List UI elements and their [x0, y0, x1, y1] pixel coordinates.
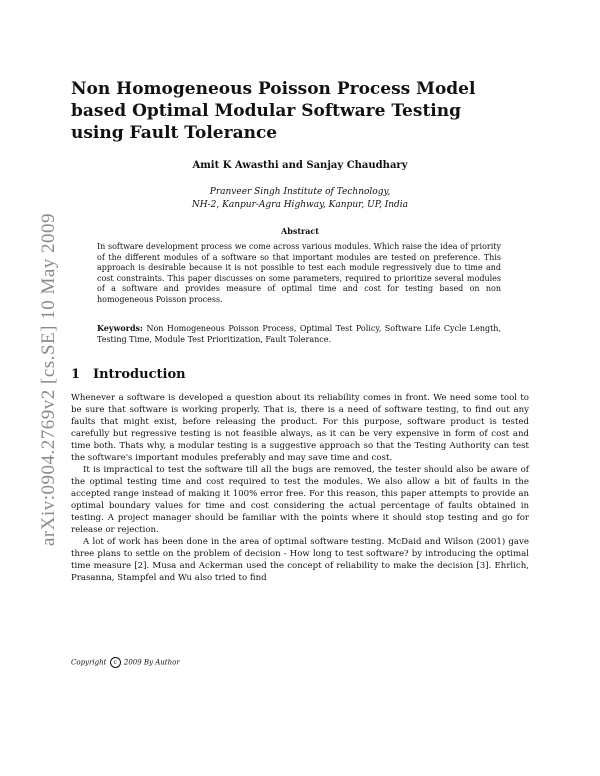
keywords-label: Keywords: [97, 323, 144, 333]
author-list: Amit K Awasthi and Sanjay Chaudhary [192, 160, 408, 171]
affiliation-line-2: NH-2, Kanpur-Agra Highway, Kanpur, UP, India [191, 200, 409, 210]
paper-title: Non Homogeneous Poisson Process Model based Optimal Modular Software Testing using Fault Tolerance [71, 79, 476, 143]
arxiv-identifier-stamp: arXiv:0904.2769v2 [cs.SE] 10 May 2009 [38, 212, 59, 546]
paragraph: It is impractical to test the software till all the bugs are removed, the tester should also be aware of the optimal testing time and cost required to test the modules. We also allow a bit of faults in the accepted range instead of making it 100% error free. For this reason, this paper attempts to provide an optimal boundary values for time and cost considering the actual percentage of faults obtained in testing. A project manager should be familiar with the points where it should stop testing and go for release or rejection. [71, 465, 529, 535]
keywords [97, 323, 501, 345]
affiliation-line-1: Pranveer Singh Institute of Technology, [209, 187, 391, 197]
paragraph: Whenever a software is developed a question about its reliability comes in front. We need some tool to be sure that software is working properly. That is, there is a need of software testing, to find out any faults that might exist, before releasing the product. For this purpose, software product is tested carefully but regressive testing is not feasible always, as it can be very expensive in form of cost and time both. Thats why, a modular testing is a suggestive approach so that the Testing Authority can test the software's important modules preferably and may save time and cost. [71, 393, 529, 463]
section-heading-introduction [71, 367, 186, 382]
copyright-suffix: 2009 By Author [123, 658, 180, 667]
abstract-heading: Abstract [281, 226, 319, 236]
section-number: 1 [71, 367, 81, 382]
paragraph: A lot of work has been done in the area of optimal software testing. McDaid and Wilson (2001) gave three plans to settle on the problem of decision - How long to test software? by introducing the optimal time measure [2]. Musa and Ackerman used the concept of reliability to make the decision [3]. Ehrlich, Prasanna, Stampfel and Wu also tried to find [71, 537, 529, 583]
keywords-text: Non Homogeneous Poisson Process, Optimal Test Policy, Software Life Cycle Length, Testing Time, Module Test Prioritization, Fault Tolerance. [97, 324, 502, 344]
section-title: Introduction [93, 367, 186, 382]
author-affiliation [0, 186, 600, 212]
copyright-prefix: Copyright [71, 658, 107, 667]
introduction-body [71, 392, 529, 584]
copyright-footer [71, 657, 180, 668]
abstract-body: In software development process we come across various modules. Which raise the idea of priority of the different modules of a software so that important modules are tested on preference. This approach is desirable because it is not possible to test each module regressively due to time and cost constraints. This paper discusses on some parameters, required to prioritize several modules of a software and provides measure of optimal time and cost for testing based on non homogeneous Poisson process. [97, 242, 501, 304]
copyright-icon: c [110, 657, 121, 668]
